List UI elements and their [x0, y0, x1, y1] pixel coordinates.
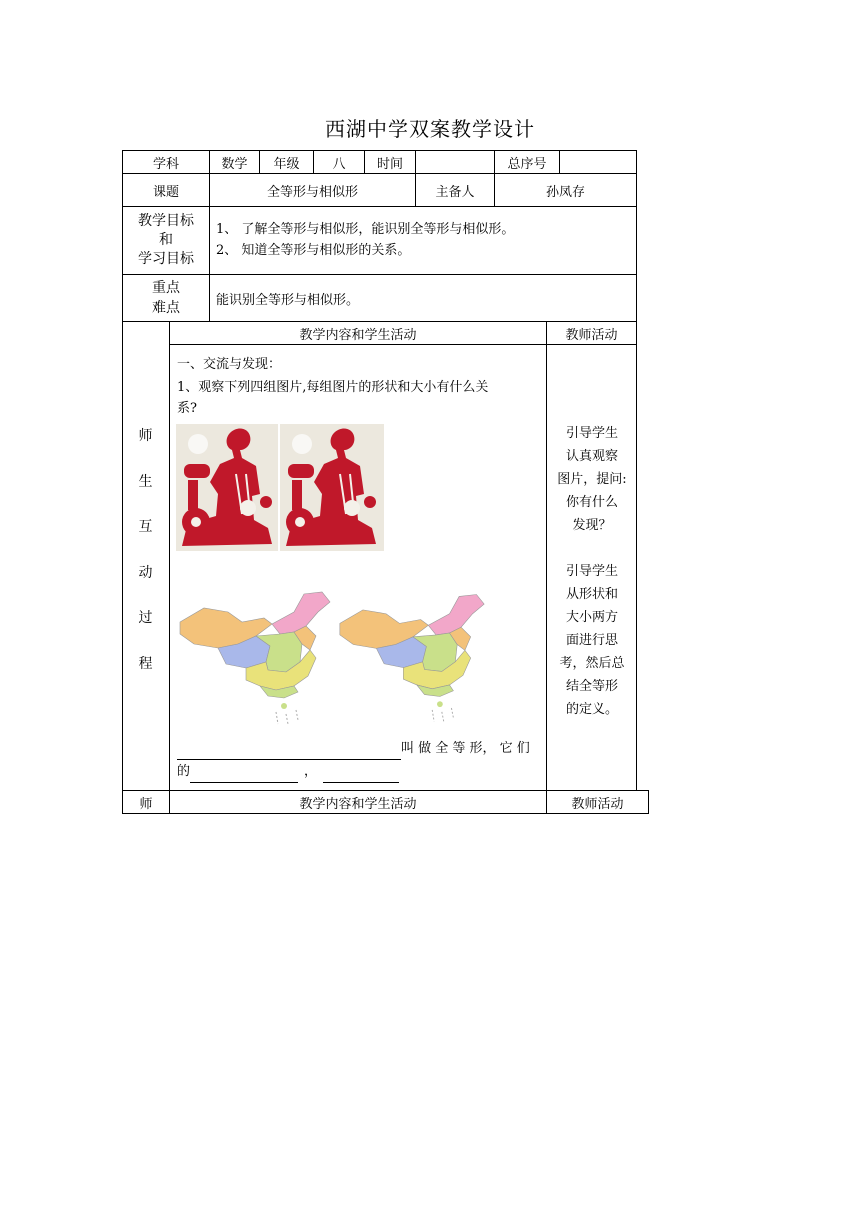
note-line: 的定义。 — [565, 702, 618, 717]
subject-value: 数学 — [209, 150, 260, 174]
note-line: 发现？ — [572, 518, 612, 533]
side-char: 过 — [138, 610, 153, 626]
topic-value: 全等形与相似形 — [209, 173, 416, 207]
answer-blank[interactable] — [177, 741, 401, 760]
note-line: 考，然后总 — [559, 656, 625, 671]
teacher-header: 教师活动 — [546, 321, 637, 345]
side-char: 动 — [138, 564, 153, 581]
goal-item: 2、 知道全等形与相似形的关系。 — [216, 243, 411, 258]
goals-label-line: 教学目标 — [138, 213, 194, 229]
note-line: 引导学生 — [565, 426, 618, 441]
keypoints-value: 能识别全等形与相似形。 — [209, 274, 637, 322]
keypoints-label-line: 难点 — [152, 300, 180, 316]
bottom-content-header: 教学内容和学生活动 — [169, 790, 547, 814]
note-line: 面进行思 — [565, 633, 618, 648]
china-map-right — [336, 588, 488, 728]
section-title: 一、交流与发现： — [177, 357, 282, 372]
papercut-image-right — [280, 424, 384, 551]
subject-label: 学科 — [122, 150, 210, 174]
content-header: 教学内容和学生活动 — [169, 321, 547, 345]
side-char: 程 — [138, 655, 153, 672]
separator: ， — [304, 764, 318, 779]
side-char: 师 — [138, 428, 153, 444]
bottom-side-cell: 师 — [122, 790, 170, 814]
definition-line-2 — [177, 761, 399, 783]
note-line — [549, 537, 635, 560]
grade-label: 年级 — [259, 150, 314, 174]
activity-side-label — [122, 425, 169, 698]
bottom-teacher-header: 教师活动 — [546, 790, 649, 814]
answer-blank[interactable] — [190, 764, 298, 783]
question-line: 1、观察下列四组图片,每组图片的形状和大小有什么关 — [177, 380, 489, 395]
side-char: 生 — [138, 473, 153, 490]
preparer-label: 主备人 — [415, 173, 495, 207]
teacher-notes — [549, 422, 635, 721]
goals-label-line: 和 — [159, 232, 173, 248]
note-line: 大小两方 — [565, 610, 618, 625]
time-value — [415, 150, 495, 174]
seq-label: 总序号 — [494, 150, 560, 174]
keypoints-label-line: 重点 — [152, 280, 180, 296]
preparer-value: 孙凤存 — [494, 173, 637, 207]
note-line: 认真观察 — [565, 449, 618, 464]
papercut-image-left — [176, 424, 278, 551]
note-line: 从形状和 — [565, 587, 618, 602]
china-map-figure — [336, 588, 488, 728]
grade-value: 八 — [313, 150, 365, 174]
time-label: 时间 — [364, 150, 416, 174]
goals-content — [209, 206, 637, 275]
note-line: 你有什么 — [565, 495, 618, 510]
papercut-figure — [280, 424, 384, 551]
china-map-left — [176, 588, 334, 728]
goal-item: 1、 了解全等形与相似形，能识别全等形与相似形。 — [216, 222, 515, 237]
question-line: 系? — [177, 401, 197, 416]
definition-line-1 — [177, 738, 530, 760]
topic-label: 课题 — [122, 173, 210, 207]
note-line: 结全等形 — [565, 679, 618, 694]
note-line: 引导学生 — [565, 564, 618, 579]
side-char: 互 — [138, 519, 153, 535]
note-line: 图片，提问: — [557, 472, 627, 487]
goals-label — [122, 206, 210, 275]
answer-blank[interactable] — [323, 764, 399, 783]
goals-label-line: 学习目标 — [138, 251, 194, 267]
papercut-figure — [176, 424, 278, 551]
definition-text: 的 — [177, 764, 191, 779]
document-title: 西湖中学双案教学设计 — [325, 117, 535, 141]
china-map-figure — [176, 588, 334, 728]
keypoints-label — [122, 274, 210, 322]
definition-text: 叫 做 全 等 形， 它 们 — [401, 741, 530, 756]
seq-value — [559, 150, 637, 174]
